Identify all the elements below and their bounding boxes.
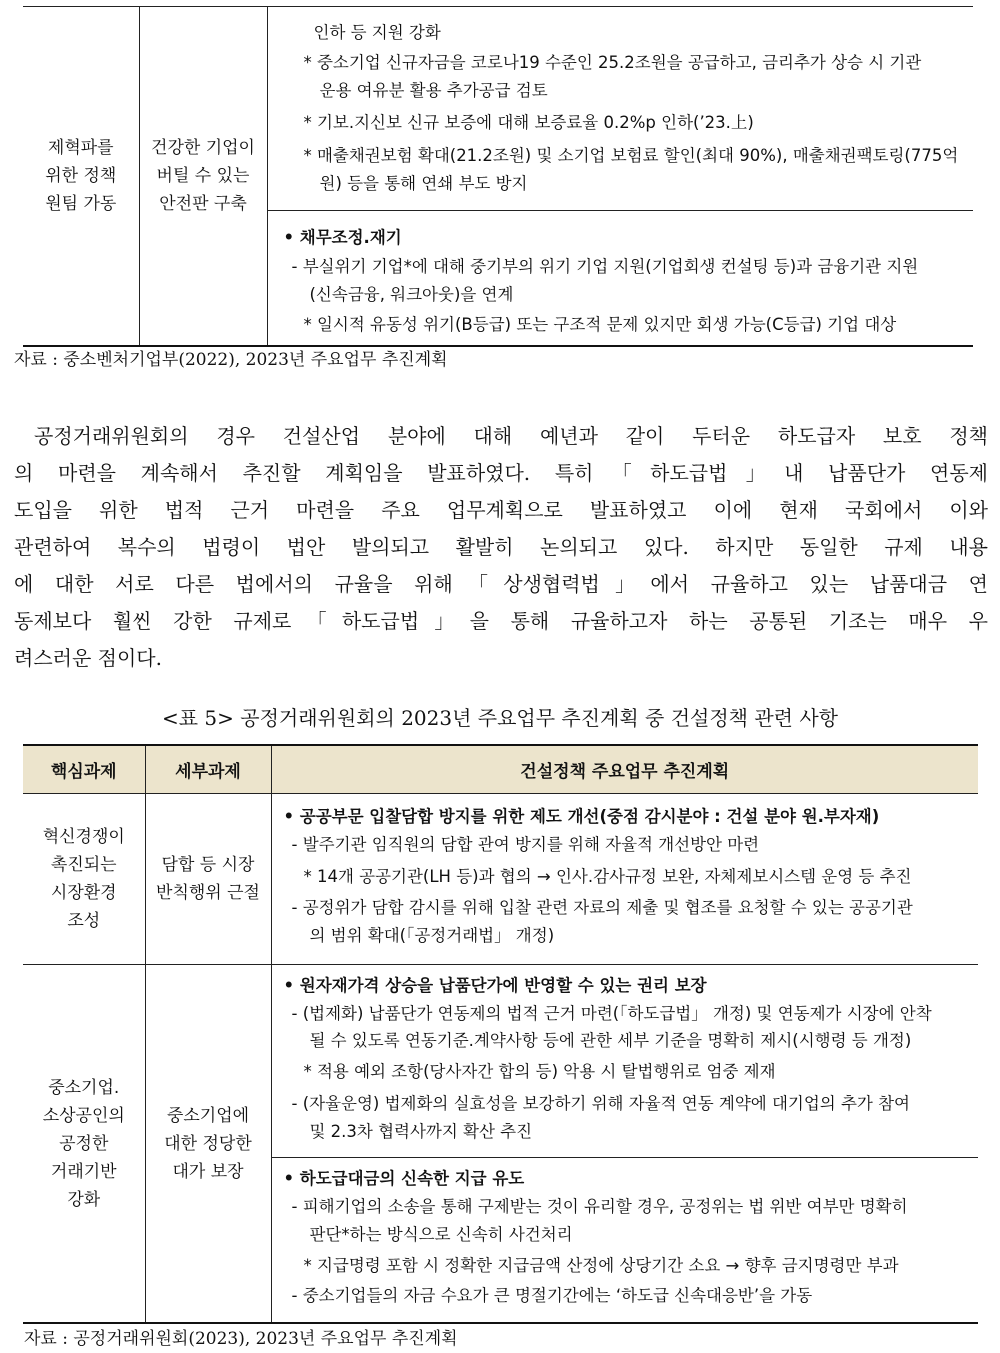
plan-heading: • 채무조정.재기	[283, 228, 402, 247]
core-task-line: 소상공인의	[42, 1105, 125, 1126]
core-task-line: 공정한	[59, 1133, 109, 1154]
plan-item: - 공정위가 담합 감시를 위해 입찰 관련 자료의 제출 및 협조를 요청할 수 있는 공공기관	[291, 898, 913, 917]
sub-task-line: 버틸 수 있는	[156, 166, 250, 186]
plan-heading: • 하도급대금의 신속한 지급 유도	[283, 1169, 525, 1188]
plan-item: - 부실위기 기업*에 대해 중기부의 위기 기업 지원(기업회생 컨설팅 등)과 금융기관 지원	[291, 257, 919, 276]
table-header-row	[23, 745, 978, 794]
plan-item: - 피해기업의 소송을 통해 구제받는 것이 유리할 경우, 공정위는 법 위반 여부만 명확히	[291, 1197, 908, 1216]
plan-heading: • 원자재가격 상승을 납품단가에 반영할 수 있는 권리 보장	[283, 976, 707, 995]
paragraph-line: 관련하여 복수의 법령이 법안 발의되고 활발히 논의되고 있다. 하지만 동일한 규제 내용	[14, 535, 988, 559]
plan-cell-support	[267, 7, 973, 211]
paragraph-line: 의 마련을 계속해서 추진할 계획임을 발표하였다. 특히「하도급법」내 납품단가 연동제	[14, 461, 988, 485]
header-sub-task: 세부과제	[145, 745, 271, 794]
table-row	[23, 794, 978, 965]
table-source: 자료 : 공정거래위원회(2023), 2023년 주요업무 추진계획	[24, 1329, 458, 1349]
plan-item: - (법제화) 납품단가 연동제의 법적 근거 마련(「하도급법」 개정) 및 연동제가 시장에 안착	[291, 1004, 932, 1023]
plan-item: - 발주기관 임직원의 담합 관여 방지를 위해 자율적 개선방안 마련	[291, 835, 760, 854]
paragraph-line: 동제보다 훨씬 강한 규제로「하도급법」을 통해 규율하고자 하는 공통된 기조는 매우 우	[14, 609, 988, 633]
paragraph-line: 려스러운 점이다.	[14, 646, 162, 670]
core-task-line: 원팀 가동	[45, 194, 117, 214]
support-measures-table	[23, 6, 973, 347]
sub-task-cell	[139, 7, 267, 347]
core-task-line: 조성	[67, 911, 101, 931]
plan-item-cont: 판단*하는 방식으로 신속히 사건처리	[309, 1225, 573, 1244]
plan-note: * 14개 공공기관(LH 등)과 협의 → 인사.감사규정 보완, 자체제보시스템 운영 등 추진	[303, 867, 912, 886]
core-task-line: 중소기업.	[48, 1077, 120, 1098]
core-task-cell	[23, 7, 139, 347]
sub-task-cell	[145, 794, 271, 965]
paragraph-line: 에 대한 서로 다른 법에서의 규율을 위해「상생협력법」에서 규율하고 있는 납품대금 연	[14, 572, 988, 596]
plan-cell-payment	[271, 1158, 978, 1324]
core-task-line: 위한 정책	[45, 166, 117, 186]
sub-task-line: 중소기업에	[166, 1105, 250, 1126]
core-task-cell	[23, 965, 145, 1324]
core-task-line: 촉진되는	[50, 855, 117, 875]
sub-task-line: 대한 정당한	[164, 1133, 252, 1154]
plan-item: - 중소기업들의 자금 수요가 큰 명절기간에는 ‘하도급 신속대응반’을 가동	[291, 1286, 813, 1305]
table-source: 자료 : 중소벤처기업부(2022), 2023년 주요업무 추진계획	[14, 350, 448, 370]
sub-task-line: 안전판 구축	[159, 194, 247, 214]
plan-cell-price	[271, 965, 978, 1158]
header-core-task: 핵심과제	[23, 745, 145, 794]
plan-note: * 중소기업 신규자금을 코로나19 수준인 25.2조원을 공급하고, 금리추가 상승 시 기관	[303, 53, 922, 72]
plan-line: 인하 등 지원 강화	[313, 23, 441, 42]
core-task-line: 강화	[67, 1189, 101, 1210]
plan-cell-debt	[267, 211, 973, 347]
plan-note-cont: 원) 등을 통해 연쇄 부도 방지	[319, 174, 528, 193]
paragraph-line: 공정거래위원회의 경우 건설산업 분야에 대해 예년과 같이 두터운 하도급자 보호 정책	[34, 424, 988, 448]
plan-item-cont: 의 범위 확대(「공정거래법」 개정)	[309, 926, 555, 945]
plan-note: * 일시적 유동성 위기(B등급) 또는 구조적 문제 있지만 회생 가능(C등급) 기업 대상	[303, 315, 897, 334]
sub-task-line: 대가 보장	[172, 1161, 244, 1182]
core-task-cell	[23, 794, 145, 965]
core-task-line: 제혁파를	[47, 138, 114, 158]
header-plan: 건설정책 주요업무 추진계획	[271, 745, 978, 794]
plan-item-cont: (신속금융, 워크아웃)을 연계	[309, 285, 514, 304]
sub-task-cell	[145, 965, 271, 1324]
plan-item-cont: 및 2.3차 협력사까지 확산 추진	[309, 1122, 533, 1141]
plan-note: * 적용 예외 조항(당사자간 합의 등) 악용 시 탈법행위로 엄중 제재	[303, 1062, 776, 1081]
table-row	[23, 965, 978, 1158]
plan-note-cont: 운용 여유분 활용 추가공급 검토	[319, 81, 548, 100]
plan-note: * 매출채권보험 확대(21.2조원) 및 소기업 보험료 할인(최대 90%), 매출채권팩토링(775억	[303, 146, 959, 165]
sub-task-line: 반칙행위 근절	[156, 883, 260, 903]
plan-item: - (자율운영) 법제화의 실효성을 보강하기 위해 자율적 연동 계약에 대기업의 추가 참여	[291, 1094, 910, 1113]
plan-cell-bidding	[271, 794, 978, 965]
core-task-line: 시장환경	[50, 883, 117, 903]
paragraph-line: 도입을 위한 법적 근거 마련을 주요 업무계획으로 발표하였고 이에 현재 국회에서 이와	[14, 498, 988, 522]
core-task-line: 혁신경쟁이	[42, 827, 125, 847]
plan-heading: • 공공부문 입찰담합 방지를 위한 제도 개선(중점 감시분야 : 건설 분야 원.부자재)	[283, 807, 880, 826]
plan-item-cont: 될 수 있도록 연동기준.계약사항 등에 관한 세부 기준을 명확히 제시(시행령 등 개정)	[309, 1031, 912, 1050]
core-task-line: 거래기반	[50, 1161, 117, 1182]
plan-note: * 지급명령 포함 시 정확한 지급금액 산정에 상당기간 소요 → 향후 금지명령만 부과	[303, 1256, 899, 1275]
table-row	[23, 7, 973, 211]
construction-policy-table	[23, 744, 978, 1324]
sub-task-line: 건강한 기업이	[151, 138, 255, 158]
plan-note: * 기보.지신보 신규 보증에 대해 보증료율 0.2%p 인하(’23.上)	[303, 113, 754, 132]
sub-task-line: 담합 등 시장	[161, 855, 255, 875]
table-caption: <표 5> 공정거래위원회의 2023년 주요업무 추진계획 중 건설정책 관련 사항	[162, 706, 838, 730]
